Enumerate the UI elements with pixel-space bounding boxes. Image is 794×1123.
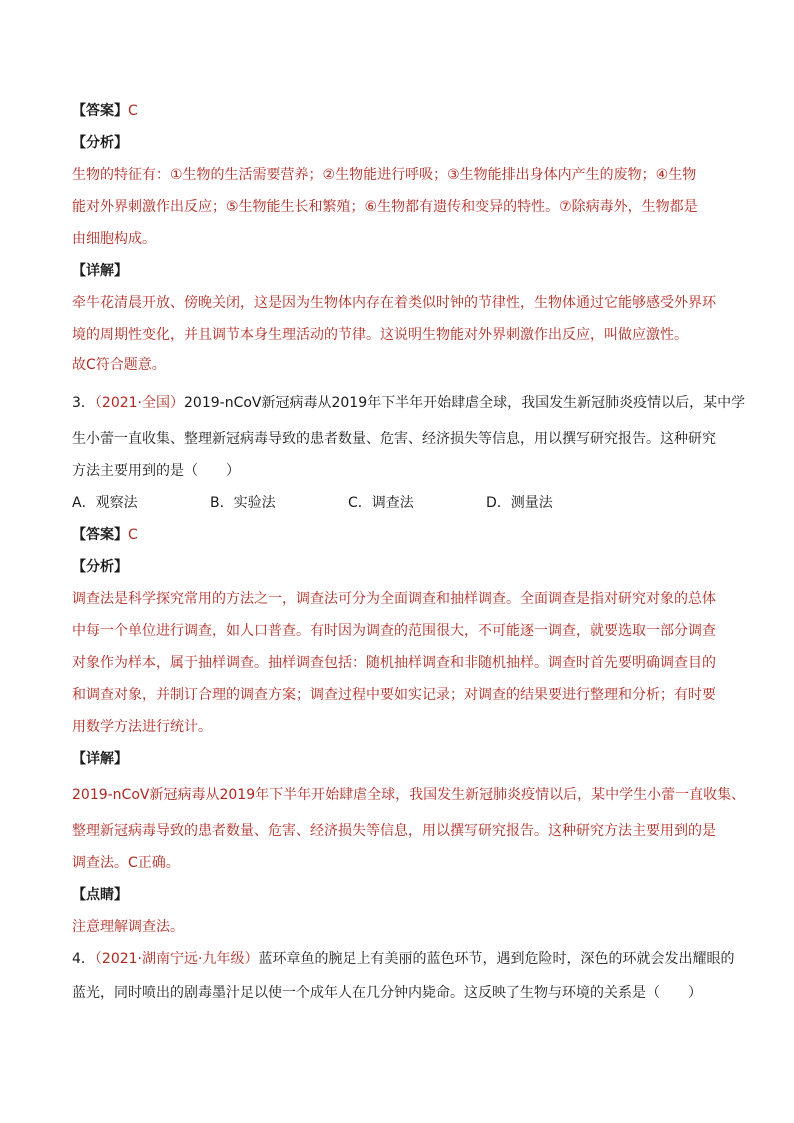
detail-line: 故C符合题意。 [72,357,166,373]
analysis-tag: 【分析】 [72,559,128,575]
analysis-line: 生物的特征有：①生物的生活需要营养；②生物能进行呼吸；③生物能排出身体内产生的废物；④生物 [72,167,697,183]
analysis-line: 和调查对象，并制订合理的调查方案；调查过程中要如实记录；对调查的结果要进行整理和分析；有时要 [72,687,716,703]
question-stem-text: 蓝环章鱼的腕足上有美丽的蓝色环节，遇到危险时，深色的环就会发出耀眼的 [258,951,735,967]
detail-line: 牵牛花清晨开放、傍晚关闭，这是因为生物体内存在着类似时钟的节律性，生物体通过它能够感受外界环 [72,295,716,311]
detail-tag: 【详解】 [72,751,128,767]
detail-line: 境的周期性变化，并且调节本身生理活动的节律。这说明生物能对外界刺激作出反应，叫做应激性。 [72,327,688,343]
answer-value: C [128,527,138,543]
question-number: 3． [72,395,95,411]
detail-line: 2019-nCoV新冠病毒从2019年下半年开始肆虐全球，我国发生新冠肺炎疫情以后，某中学生小蕾一直收集、 [72,787,746,803]
question-number: 4． [72,951,95,967]
analysis-line: 能对外界刺激作出反应；⑤生物能生长和繁殖；⑥生物都有遗传和变异的特性。⑦除病毒外，生物都是 [72,199,698,215]
question-stem-line: 蓝光，同时喷出的剧毒墨汁足以使一个成年人在几分钟内毙命。这反映了生物与环境的关系是（ ） [72,985,702,1001]
comment-tag: 【点睛】 [72,887,128,903]
question-3-stem-first-line [72,392,746,414]
option-c: C．调查法 [348,495,414,511]
analysis-line: 中每一个单位进行调查，如人口普查。有时因为调查的范围很大，不可能逐一调查，就要选取一部分调查 [72,623,716,639]
analysis-line: 调查法是科学探究常用的方法之一，调查法可分为全面调查和抽样调查。全面调查是指对研究对象的总体 [72,591,716,607]
detail-line: 调查法。C正确。 [72,855,180,871]
option-d: D．测量法 [486,495,553,511]
detail-line: 整理新冠病毒导致的患者数量、危害、经济损失等信息，用以撰写研究报告。这种研究方法主要用到的是 [72,823,716,839]
detail-tag: 【详解】 [72,263,128,279]
answer-tag: 【答案】 [72,527,128,543]
option-b: B．实验法 [210,495,276,511]
option-a: A．观察法 [72,495,138,511]
analysis-line: 对象作为样本，属于抽样调查。抽样调查包括：随机抽样调查和非随机抽样。调查时首先要明确调查目的 [72,655,716,671]
answer-tag: 【答案】 [72,103,128,119]
question-source: （2021·湖南宁远·九年级） [94,951,259,967]
answer-row-q3 [72,524,732,546]
answer-row-q2 [72,100,732,122]
question-stem-text: 2019-nCoV新冠病毒从2019年下半年开始肆虐全球，我国发生新冠肺炎疫情以后，某中学 [184,395,746,411]
question-stem-line: 方法主要用到的是（ ） [72,463,240,479]
analysis-tag: 【分析】 [72,135,128,151]
comment-line: 注意理解调查法。 [72,919,184,935]
question-4-stem-first-line [72,948,735,970]
analysis-line: 由细胞构成。 [72,231,156,247]
question-stem-line: 生小蕾一直收集、整理新冠病毒导致的患者数量、危害、经济损失等信息，用以撰写研究报告。这种研究 [72,431,716,447]
answer-value: C [128,103,138,119]
question-source: （2021·全国） [94,395,185,411]
analysis-line: 用数学方法进行统计。 [72,719,212,735]
